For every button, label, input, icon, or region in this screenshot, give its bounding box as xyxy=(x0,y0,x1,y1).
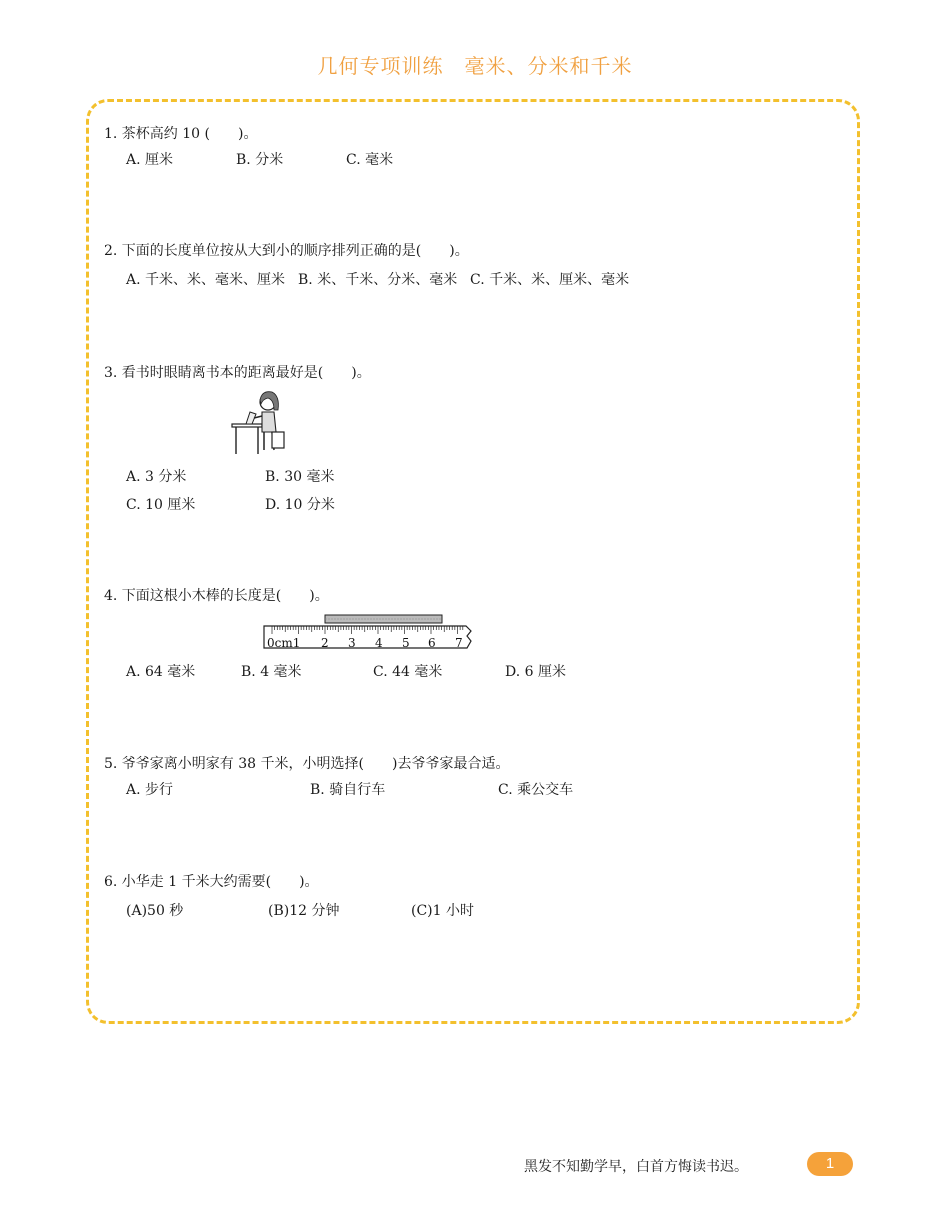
ruler-with-stick xyxy=(262,612,474,654)
question-5-stem: 5. 爷爷家离小明家有 38 千米，小明选择( )去爷爷家最合适。 xyxy=(104,756,510,772)
q6-option-c[interactable]: (C)1 小时 xyxy=(411,903,474,919)
q4-option-b[interactable]: B. 4 毫米 xyxy=(241,664,302,680)
q5-option-b[interactable]: B. 骑自行车 xyxy=(310,782,386,798)
ruler-label-0cm1: 0cm1 xyxy=(267,636,301,650)
girl-reading-illustration xyxy=(228,388,292,460)
ruler-label-4: 4 xyxy=(375,636,383,650)
footer-motto: 黑发不知勤学早，白首方悔读书迟。 xyxy=(524,1159,748,1175)
q4-option-a[interactable]: A. 64 毫米 xyxy=(126,664,196,680)
ruler-label-7: 7 xyxy=(455,636,463,650)
q2-option-b[interactable]: B. 米、千米、分米、毫米 xyxy=(298,272,458,288)
q5-option-a[interactable]: A. 步行 xyxy=(126,782,174,798)
q1-option-a[interactable]: A. 厘米 xyxy=(126,152,174,168)
q1-option-b[interactable]: B. 分米 xyxy=(236,152,284,168)
q4-option-d[interactable]: D. 6 厘米 xyxy=(505,664,566,680)
question-3-stem: 3. 看书时眼睛离书本的距离最好是( )。 xyxy=(104,365,371,381)
ruler-label-3: 3 xyxy=(348,636,356,650)
ruler-label-5: 5 xyxy=(402,636,410,650)
ruler-label-2: 2 xyxy=(321,636,329,650)
question-2-stem: 2. 下面的长度单位按从大到小的顺序排列正确的是( )。 xyxy=(104,243,469,259)
q3-option-d[interactable]: D. 10 分米 xyxy=(265,497,335,513)
q3-option-c[interactable]: C. 10 厘米 xyxy=(126,497,196,513)
q2-option-a[interactable]: A. 千米、米、毫米、厘米 xyxy=(126,272,286,288)
page-title: 几何专项训练 毫米、分米和千米 xyxy=(317,54,633,78)
q5-option-c[interactable]: C. 乘公交车 xyxy=(498,782,574,798)
question-1-stem: 1. 茶杯高约 10 ( )。 xyxy=(104,126,258,142)
q4-option-c[interactable]: C. 44 毫米 xyxy=(373,664,443,680)
q6-option-a[interactable]: (A)50 秒 xyxy=(126,903,184,919)
q2-option-c[interactable]: C. 千米、米、厘米、毫米 xyxy=(470,272,630,288)
q6-option-b[interactable]: (B)12 分钟 xyxy=(268,903,340,919)
question-4-stem: 4. 下面这根小木棒的长度是( )。 xyxy=(104,588,329,604)
page-number-badge: 1 xyxy=(807,1152,853,1176)
question-6-stem: 6. 小华走 1 千米大约需要( )。 xyxy=(104,874,319,890)
q3-option-b[interactable]: B. 30 毫米 xyxy=(265,469,335,485)
ruler-label-6: 6 xyxy=(428,636,436,650)
q1-option-c[interactable]: C. 毫米 xyxy=(346,152,394,168)
q3-option-a[interactable]: A. 3 分米 xyxy=(126,469,187,485)
